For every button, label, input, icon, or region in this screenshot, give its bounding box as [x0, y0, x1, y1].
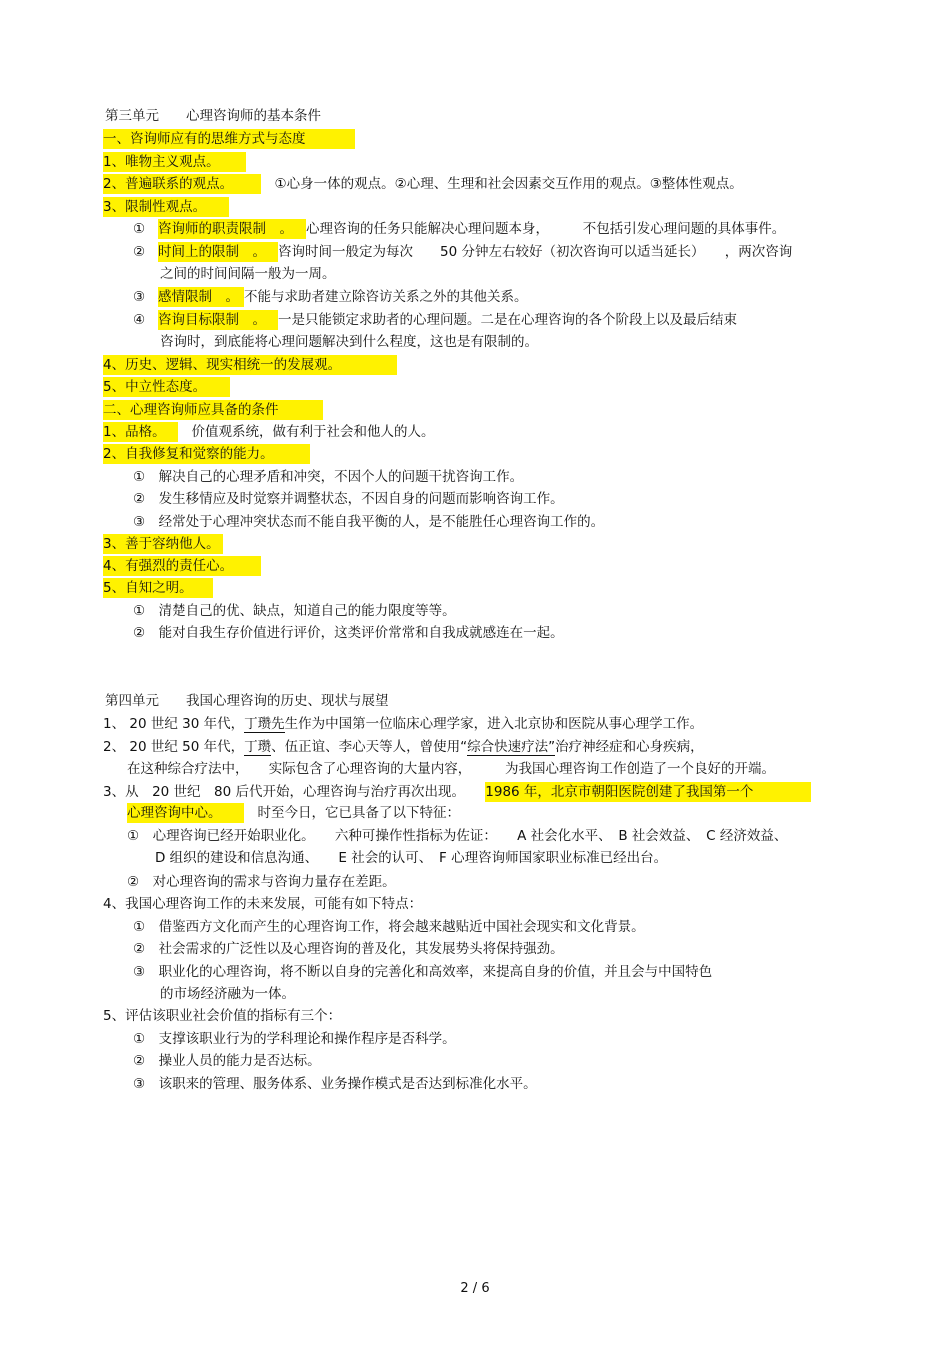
item3-limitation: 3、限制性观点。	[103, 197, 229, 217]
unit3-title: 第三单元 心理咨询师的基本条件	[105, 108, 321, 124]
l3-text: 不能与求助者建立除咨访关系之外的其他关系。	[244, 289, 528, 305]
section1-heading: 一、咨询师应有的思维方式与态度	[103, 129, 355, 149]
p1-line	[103, 714, 703, 734]
p3-item1: ① 心理咨询已经开始职业化。 六种可操作性指标为佐证： A 社会化水平、 B 社会效益、 C 经济效益、	[127, 828, 788, 844]
p4-heading: 4、我国心理咨询工作的未来发展，可能有如下特点：	[103, 896, 423, 912]
l1-text: 心理咨询的任务只能解决心理问题本身， 不包括引发心理问题的具体事件。	[306, 221, 786, 237]
l4-line	[158, 310, 737, 330]
l2-label: 时间上的限制 。	[158, 242, 278, 262]
c5-item2: ② 能对自我生存价值进行评价，这类评价常常和自我成就感连在一起。	[133, 625, 564, 641]
item2-label: 2、普遍联系的观点。	[103, 174, 261, 194]
l4-label: 咨询目标限制 。	[158, 310, 278, 330]
p2-line	[103, 737, 704, 757]
p2-cont: 在这种综合疗法中， 实际包含了心理咨询的大量内容， 为我国心理咨询工作创造了一个良好的开端。	[127, 761, 775, 777]
c2-item3: ③ 经常处于心理冲突状态而不能自我平衡的人，是不能胜任心理咨询工作的。	[133, 514, 605, 530]
l3-line	[158, 287, 528, 307]
section2-heading: 二、心理咨询师应具备的条件	[103, 400, 323, 420]
l4-cont: 咨询时，到底能将心理问题解决到什么程度，这也是有限制的。	[160, 334, 538, 350]
p3-a: 3、从 20 世纪 80 后代开始，心理咨询与治疗再次出现。	[103, 784, 486, 800]
p3-line2	[127, 803, 460, 823]
p3-d: 时至今日，它已具备了以下特征：	[244, 805, 460, 821]
c4-heading: 4、有强烈的责任心。	[103, 556, 261, 576]
p1-c: 生作为中国第一位临床心理学家，进入北京协和医院从事心理学工作。	[284, 716, 704, 732]
c3-heading: 3、善于容纳他人。	[103, 534, 223, 554]
item2-text: ①心身一体的观点。②心理、生理和社会因素交互作用的观点。③整体性观点。	[261, 176, 743, 192]
page-number: 2 / 6	[460, 1281, 490, 1296]
item5-neutral: 5、中立性态度。	[103, 377, 230, 397]
l2-cont: 之间的时间间隔一般为一周。	[160, 266, 336, 282]
p5-heading: 5、评估该职业社会价值的指标有三个：	[103, 1008, 342, 1024]
l4-num: ④	[133, 312, 146, 328]
c2-item2: ② 发生移情应及时觉察并调整状态，不因自身的问题而影响咨询工作。	[133, 491, 564, 507]
c5-item1: ① 清楚自己的优、缺点，知道自己的能力限度等等。	[133, 603, 456, 619]
l2-text: 咨询时间一般定为每次 50 分钟左右较好（初次咨询可以适当延长） ，两次咨询	[278, 244, 793, 260]
c1-line	[103, 422, 435, 442]
c2-heading: 2、自我修复和觉察的能力。	[103, 444, 310, 464]
p2-a: 2、 20 世纪 50 年代，	[103, 739, 245, 755]
p1-name: 丁瓒先	[244, 716, 285, 732]
p2-c: 、伍正谊、李心天等人，曾使用“	[271, 739, 468, 755]
p5-item3: ③ 该职来的管理、服务体系、业务操作模式是否达到标准化水平。	[133, 1076, 537, 1092]
p3-item1-cont: D 组织的建设和信息沟通、 E 社会的认可、 F 心理咨询师国家职业标准已经出台。	[155, 850, 668, 866]
p5-item2: ② 操业人员的能力是否达标。	[133, 1053, 321, 1069]
item4-development: 4、历史、逻辑、现实相统一的发展观。	[103, 355, 397, 375]
unit4-title: 第四单元 我国心理咨询的历史、现状与展望	[105, 693, 389, 709]
p2-therapy: 综合快速疗法”	[467, 739, 556, 755]
p3-item2: ② 对心理咨询的需求与咨询力量存在差距。	[127, 874, 396, 890]
c2-item1: ① 解决自己的心理矛盾和冲突，不因个人的问题干扰咨询工作。	[133, 469, 524, 485]
item1-materialism: 1、唯物主义观点。	[103, 152, 246, 172]
p4-item3-cont: 的市场经济融为一体。	[160, 986, 295, 1002]
l4-text: 一是只能锁定求助者的心理问题。二是在心理咨询的各个阶段上以及最后结束	[278, 312, 737, 328]
p3-line	[103, 782, 811, 802]
l1-num: ①	[133, 221, 146, 237]
p3-c: 心理咨询中心。	[127, 803, 244, 823]
l3-label: 感情限制 。	[158, 287, 244, 307]
l1-label: 咨询师的职责限制 。	[158, 219, 306, 239]
p4-item3: ③ 职业化的心理咨询，将不断以自身的完善化和高效率，来提高自身的价值，并且会与中国特色	[133, 964, 713, 980]
p2-e: 治疗神经症和心身疾病，	[555, 739, 704, 755]
l2-num: ②	[133, 244, 146, 260]
c1-label: 1、品格。	[103, 422, 178, 442]
l3-num: ③	[133, 289, 146, 305]
p3-b: 1986 年，北京市朝阳医院创建了我国第一个	[485, 782, 811, 802]
p1-a: 1、 20 世纪 30 年代，	[103, 716, 245, 732]
p2-name: 丁瓒	[244, 739, 272, 755]
c5-heading: 5、自知之明。	[103, 578, 213, 598]
l2-line	[158, 242, 792, 262]
p4-item2: ② 社会需求的广泛性以及心理咨询的普及化，其发展势头将保持强劲。	[133, 941, 564, 957]
p5-item1: ① 支撑该职业行为的学科理论和操作程序是否科学。	[133, 1031, 456, 1047]
l1-line	[158, 219, 785, 239]
p4-item1: ① 借鉴西方文化而产生的心理咨询工作，将会越来越贴近中国社会现实和文化背景。	[133, 919, 645, 935]
c1-text: 价值观系统，做有利于社会和他人的人。	[178, 424, 435, 440]
item2-line	[103, 174, 743, 194]
